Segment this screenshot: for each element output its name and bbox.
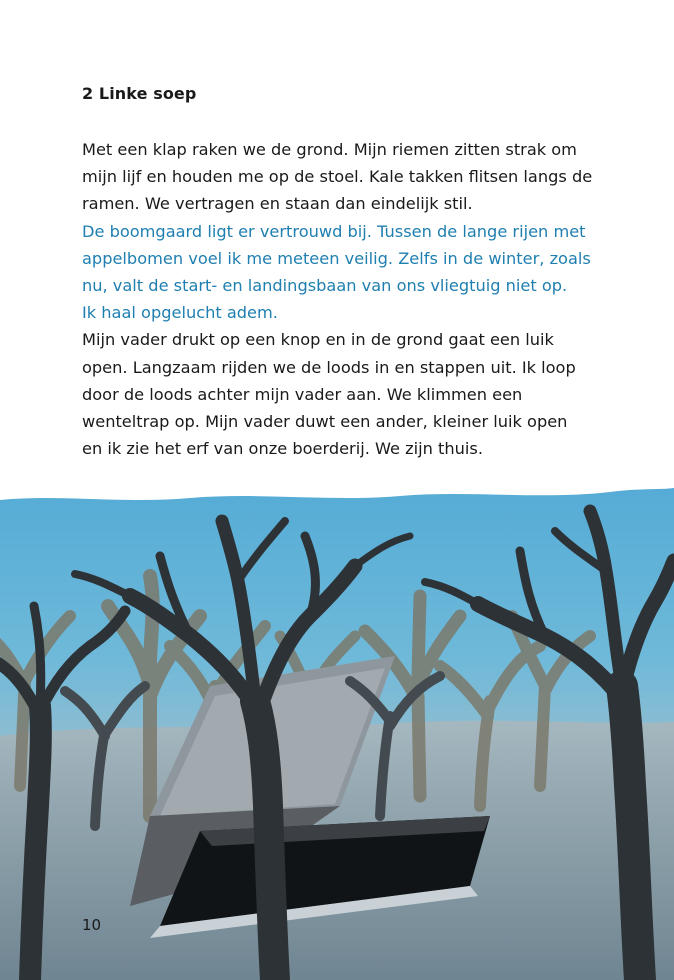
orchard-illustration [0,486,674,980]
text-line: ramen. We vertragen en staan dan eindelijk stil. [82,194,473,214]
text-line-highlighted: nu, valt de start- en landingsbaan van ons vliegtuig niet op. [82,276,568,296]
text-line-highlighted: appelbomen voel ik me meteen veilig. Zelfs in de winter, zoals [82,248,591,268]
text-line: Met een klap raken we de grond. Mijn riemen zitten strak om [82,140,577,159]
text-line: wenteltrap op. Mijn vader duwt een ander, kleiner luik open [82,412,568,432]
story-text [82,136,622,462]
chapter-title: 2 Linke soep [82,84,197,103]
text-line: Mijn vader drukt op een knop en in de grond gaat een luik [82,330,554,350]
text-line-highlighted: Ik haal opgelucht adem. [82,303,278,323]
orchard-painting [0,486,674,980]
page-number: 10 [82,916,102,934]
text-line: door de loods achter mijn vader aan. We klimmen een [82,384,523,404]
text-line: en ik zie het erf van onze boerderij. We zijn thuis. [82,439,484,459]
text-line: mijn lijf en houden me op de stoel. Kale takken flitsen langs de [82,167,593,187]
text-line: open. Langzaam rijden we de loods in en stappen uit. Ik loop [82,357,576,377]
text-line-highlighted: De boomgaard ligt er vertrouwd bij. Tussen de lange rijen met [82,221,586,241]
